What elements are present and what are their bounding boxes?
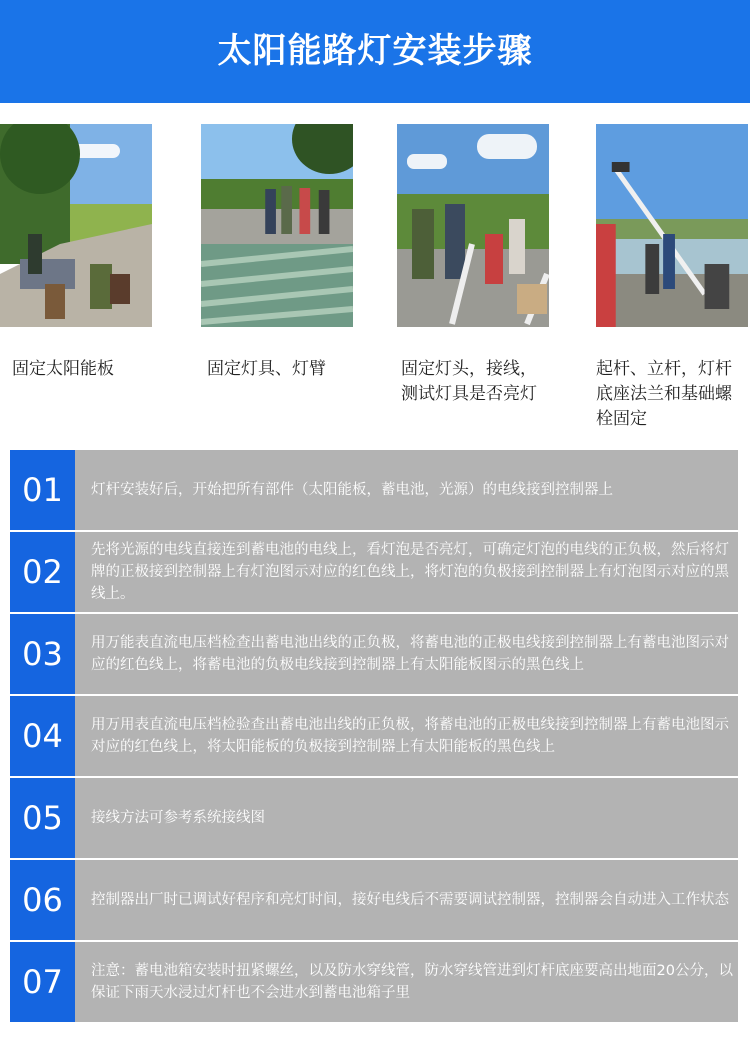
step-number-box — [10, 942, 75, 1022]
caption-line: 栓固定 — [596, 409, 647, 429]
step-row — [10, 614, 738, 694]
step-text: 用万能表直流电压档检查出蓄电池出线的正负极，将蓄电池的正极电线接到控制器上有蓄电池图示对应的红色线上，将蓄电池的负极电线接到控制器上有太阳能板图示的黑色线上 — [91, 635, 729, 673]
step-number-box — [10, 614, 75, 694]
step-number: 07 — [22, 963, 63, 1001]
step-number: 02 — [22, 553, 63, 591]
step-text: 接线方法可参考系统接线图 — [91, 810, 265, 826]
step-row — [10, 532, 738, 612]
caption-line: 固定灯头，接线， — [401, 359, 537, 379]
step-number: 06 — [22, 881, 63, 919]
step-row — [10, 778, 738, 858]
step-text: 先将光源的电线直接连到蓄电池的电线上，看灯泡是否亮灯，可确定灯泡的电线的正负极，然后将灯牌的正极接到控制器上有灯泡图示对应的红色线上，将灯泡的负极接到控制器上有灯泡图示对应的黑线上。 — [91, 542, 729, 602]
photo-erect-pole — [596, 124, 748, 327]
photo-caption-1 — [12, 357, 114, 382]
step-text: 灯杆安装好后，开始把所有部件（太阳能板，蓄电池，光源）的电线接到控制器上 — [91, 482, 613, 498]
step-row — [10, 860, 738, 940]
step-number: 04 — [22, 717, 63, 755]
photo-caption-3 — [401, 357, 537, 407]
photo-fix-lamp-head — [397, 124, 549, 327]
step-number-box — [10, 778, 75, 858]
photo-fix-lamp-arm — [201, 124, 353, 327]
step-number-box — [10, 532, 75, 612]
step-number-box — [10, 860, 75, 940]
caption-line: 固定太阳能板 — [12, 359, 114, 379]
page-header — [0, 0, 750, 103]
caption-line: 底座法兰和基础螺 — [596, 384, 732, 404]
photo-fix-solar-panel — [0, 124, 152, 327]
caption-line: 测试灯具是否亮灯 — [401, 384, 537, 404]
step-text: 注意：蓄电池箱安装时扭紧螺丝，以及防水穿线管，防水穿线管进到灯杆底座要高出地面20公分，以保证下雨天水浸过灯杆也不会进水到蓄电池箱子里 — [91, 963, 733, 1001]
step-text: 用万用表直流电压档检验查出蓄电池出线的正负极，将蓄电池的正极电线接到控制器上有蓄电池图示对应的红色线上，将太阳能板的负极接到控制器上有太阳能板的黑色线上 — [91, 717, 729, 755]
step-number-box — [10, 696, 75, 776]
step-row — [10, 942, 738, 1022]
step-row — [10, 696, 738, 776]
step-number: 01 — [22, 471, 63, 509]
step-text: 控制器出厂时已调试好程序和亮灯时间，接好电线后不需要调试控制器，控制器会自动进入工作状态 — [91, 892, 729, 908]
step-number-box — [10, 450, 75, 530]
step-row — [10, 450, 738, 530]
caption-line: 固定灯具、灯臂 — [207, 359, 326, 379]
step-number: 05 — [22, 799, 63, 837]
caption-line: 起杆、立杆，灯杆 — [596, 359, 732, 379]
photo-caption-2 — [207, 357, 326, 382]
page-title: 太阳能路灯安装步骤 — [217, 31, 533, 71]
photo-caption-4 — [596, 357, 732, 432]
step-number: 03 — [22, 635, 63, 673]
